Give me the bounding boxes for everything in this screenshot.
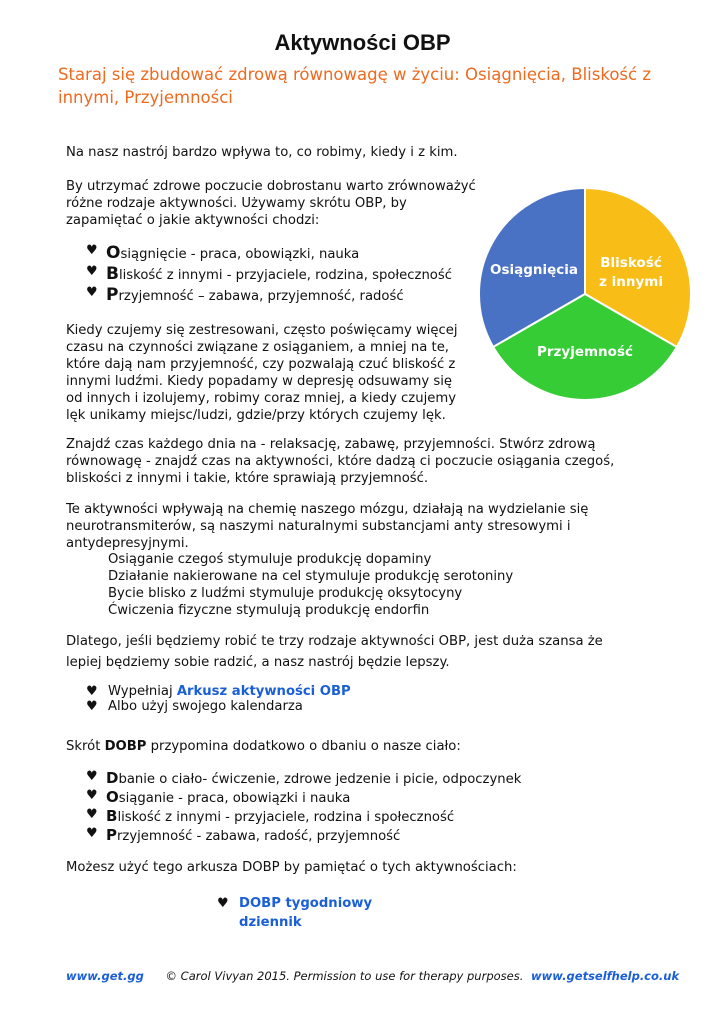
use-line: Możesz użyć tego arkusza DOBP by pamiętać o tych aktywnościach: [66, 860, 517, 875]
intro-para-line: różne rodzaje aktywności. Używamy skrótu OBP, by [66, 196, 407, 211]
obp-pie-chart [479, 188, 691, 400]
list-letter: O [106, 788, 119, 806]
pie-label-bliskosc-2: z innymi [599, 274, 663, 290]
intro-line: Na nasz nastrój bardzo wpływa to, co robimy, kiedy i z kim. [66, 145, 458, 160]
list-letter: P [106, 285, 119, 305]
list-text: siągnięcie - praca, obowiązki, nauka [120, 247, 360, 262]
dobp-list [86, 769, 646, 849]
heart-icon: ♥ [86, 243, 98, 258]
time-line: Znajdź czas każdego dnia na - relaksację, zabawę, przyjemności. Stwórz zdrową [66, 437, 596, 452]
conclusion-line: Dlatego, jeśli będziemy robić te trzy rodzaje aktywności OBP, jest duża szansa że [66, 634, 603, 649]
list-letter: B [106, 264, 119, 284]
list-text: rzyjemność – zabawa, przyjemność, radość [118, 289, 404, 304]
heart-icon: ♥ [86, 807, 98, 822]
list-letter: P [106, 826, 117, 844]
stress-line: od innych i izolujemy, robimy coraz mniej, a kiedy czujemy [66, 391, 457, 406]
list-item [86, 684, 486, 699]
list-item [86, 699, 486, 714]
dobp-intro-pre: Skrót [66, 739, 105, 754]
list-item: Bycie blisko z ludźmi stymuluje produkcję oksytocyny [108, 586, 463, 601]
list-text: liskość z innymi - przyjaciele, rodzina i społeczność [117, 810, 455, 825]
list-text: rzyjemność - zabawa, radość, przyjemność [117, 829, 401, 844]
conclusion-line: lepiej będziemy sobie radzić, a nasz nastrój będzie lepszy. [66, 655, 450, 670]
conclusion-para [66, 631, 686, 673]
page-subtitle: Staraj się zbudować zdrową równowagę w życiu: Osiągnięcia, Bliskość z innymi, Przyjemności [58, 65, 651, 107]
page-title: Aktywności OBP [274, 30, 451, 55]
calendar-line: Albo użyj swojego kalendarza [108, 699, 303, 714]
heart-icon: ♥ [86, 684, 98, 699]
heart-icon: ♥ [217, 896, 229, 911]
list-item: Działanie nakierowane na cel stymuluje produkcję serotoniny [108, 569, 514, 584]
brain-line: antydepresyjnymi. [66, 536, 189, 551]
diary-link[interactable] [239, 894, 517, 932]
worksheet-list [86, 684, 486, 714]
footer-link-getgg[interactable]: www.get.gg [66, 969, 144, 983]
obp-list [86, 243, 469, 307]
heart-icon: ♥ [86, 826, 98, 841]
stress-line: lęk unikamy miejsc/ludzi, gdzie/przy których czujemy lęk. [66, 408, 446, 423]
pie-label-przyjemnosc: Przyjemność [537, 344, 633, 360]
dobp-intro [66, 738, 686, 755]
brain-list [108, 551, 513, 619]
footer [66, 969, 680, 983]
intro-para-line: zapamiętać o jakie aktywności chodzi: [66, 213, 320, 228]
pie-label-bliskosc-1: Bliskość [600, 255, 662, 271]
intro-para [66, 178, 477, 229]
heart-icon: ♥ [86, 285, 98, 300]
time-para [66, 436, 686, 487]
heart-icon: ♥ [86, 769, 98, 784]
stress-para [66, 322, 474, 424]
diary-link-block [217, 894, 517, 932]
brain-line: Te aktywności wpływają na chemię naszego mózgu, działają na wydzielanie się [66, 502, 589, 517]
stress-line: czasu na czynności związane z osiąganiem, a mniej na te, [66, 340, 449, 355]
worksheet-prefix: Wypełniaj [108, 684, 177, 699]
time-line: równowagę - znajdź czas na aktywności, które dadzą ci poczucie osiągania czegoś, [66, 454, 615, 469]
pie-label-osiagniecia: Osiągnięcia [489, 262, 579, 278]
heart-icon: ♥ [86, 699, 98, 714]
heart-icon: ♥ [86, 264, 98, 279]
list-letter: B [106, 807, 118, 825]
dobp-intro-post: przypomina dodatkowo o dbaniu o nasze ciało: [146, 739, 461, 754]
worksheet-link[interactable]: Arkusz aktywności OBP [176, 684, 351, 699]
brain-line: neurotransmiterów, są naszymi naturalnymi substancjami anty stresowymi i [66, 519, 571, 534]
list-text: banie o ciało- ćwiczenie, zdrowe jedzenie i picie, odpoczynek [118, 772, 522, 787]
dobp-intro-bold: DOBP [104, 739, 147, 754]
diary-link-line: dziennik [239, 915, 302, 930]
intro-para-line: By utrzymać zdrowe poczucie dobrostanu warto zrównoważyć [66, 179, 476, 194]
stress-line: innymi ludźmi. Kiedy popadamy w depresję odsuwamy się [66, 374, 453, 389]
list-item: Ćwiczenia fizyczne stymulują produkcję endorfin [108, 603, 430, 618]
diary-link-line: DOBP tygodniowy [239, 896, 373, 911]
stress-line: które dają nam przyjemność, czy pozwalają czuć bliskość z [66, 357, 456, 372]
footer-copyright: © Carol Vivyan 2015. Permission to use for therapy purposes. [165, 969, 524, 983]
time-line: bliskości z innymi i takie, które sprawiają przyjemność. [66, 471, 429, 486]
list-letter: D [106, 769, 119, 787]
list-letter: O [106, 243, 121, 263]
footer-link-getselfhelp[interactable]: www.getselfhelp.co.uk [531, 969, 680, 983]
brain-para [66, 501, 686, 552]
heart-icon: ♥ [86, 788, 98, 803]
list-text: liskość z innymi - przyjaciele, rodzina, społeczność [118, 268, 452, 283]
list-text: siąganie - praca, obowiązki i nauka [118, 791, 351, 806]
stress-line: Kiedy czujemy się zestresowani, często poświęcamy więcej [66, 323, 458, 338]
list-item: Osiąganie czegoś stymuluje produkcję dopaminy [108, 552, 432, 567]
